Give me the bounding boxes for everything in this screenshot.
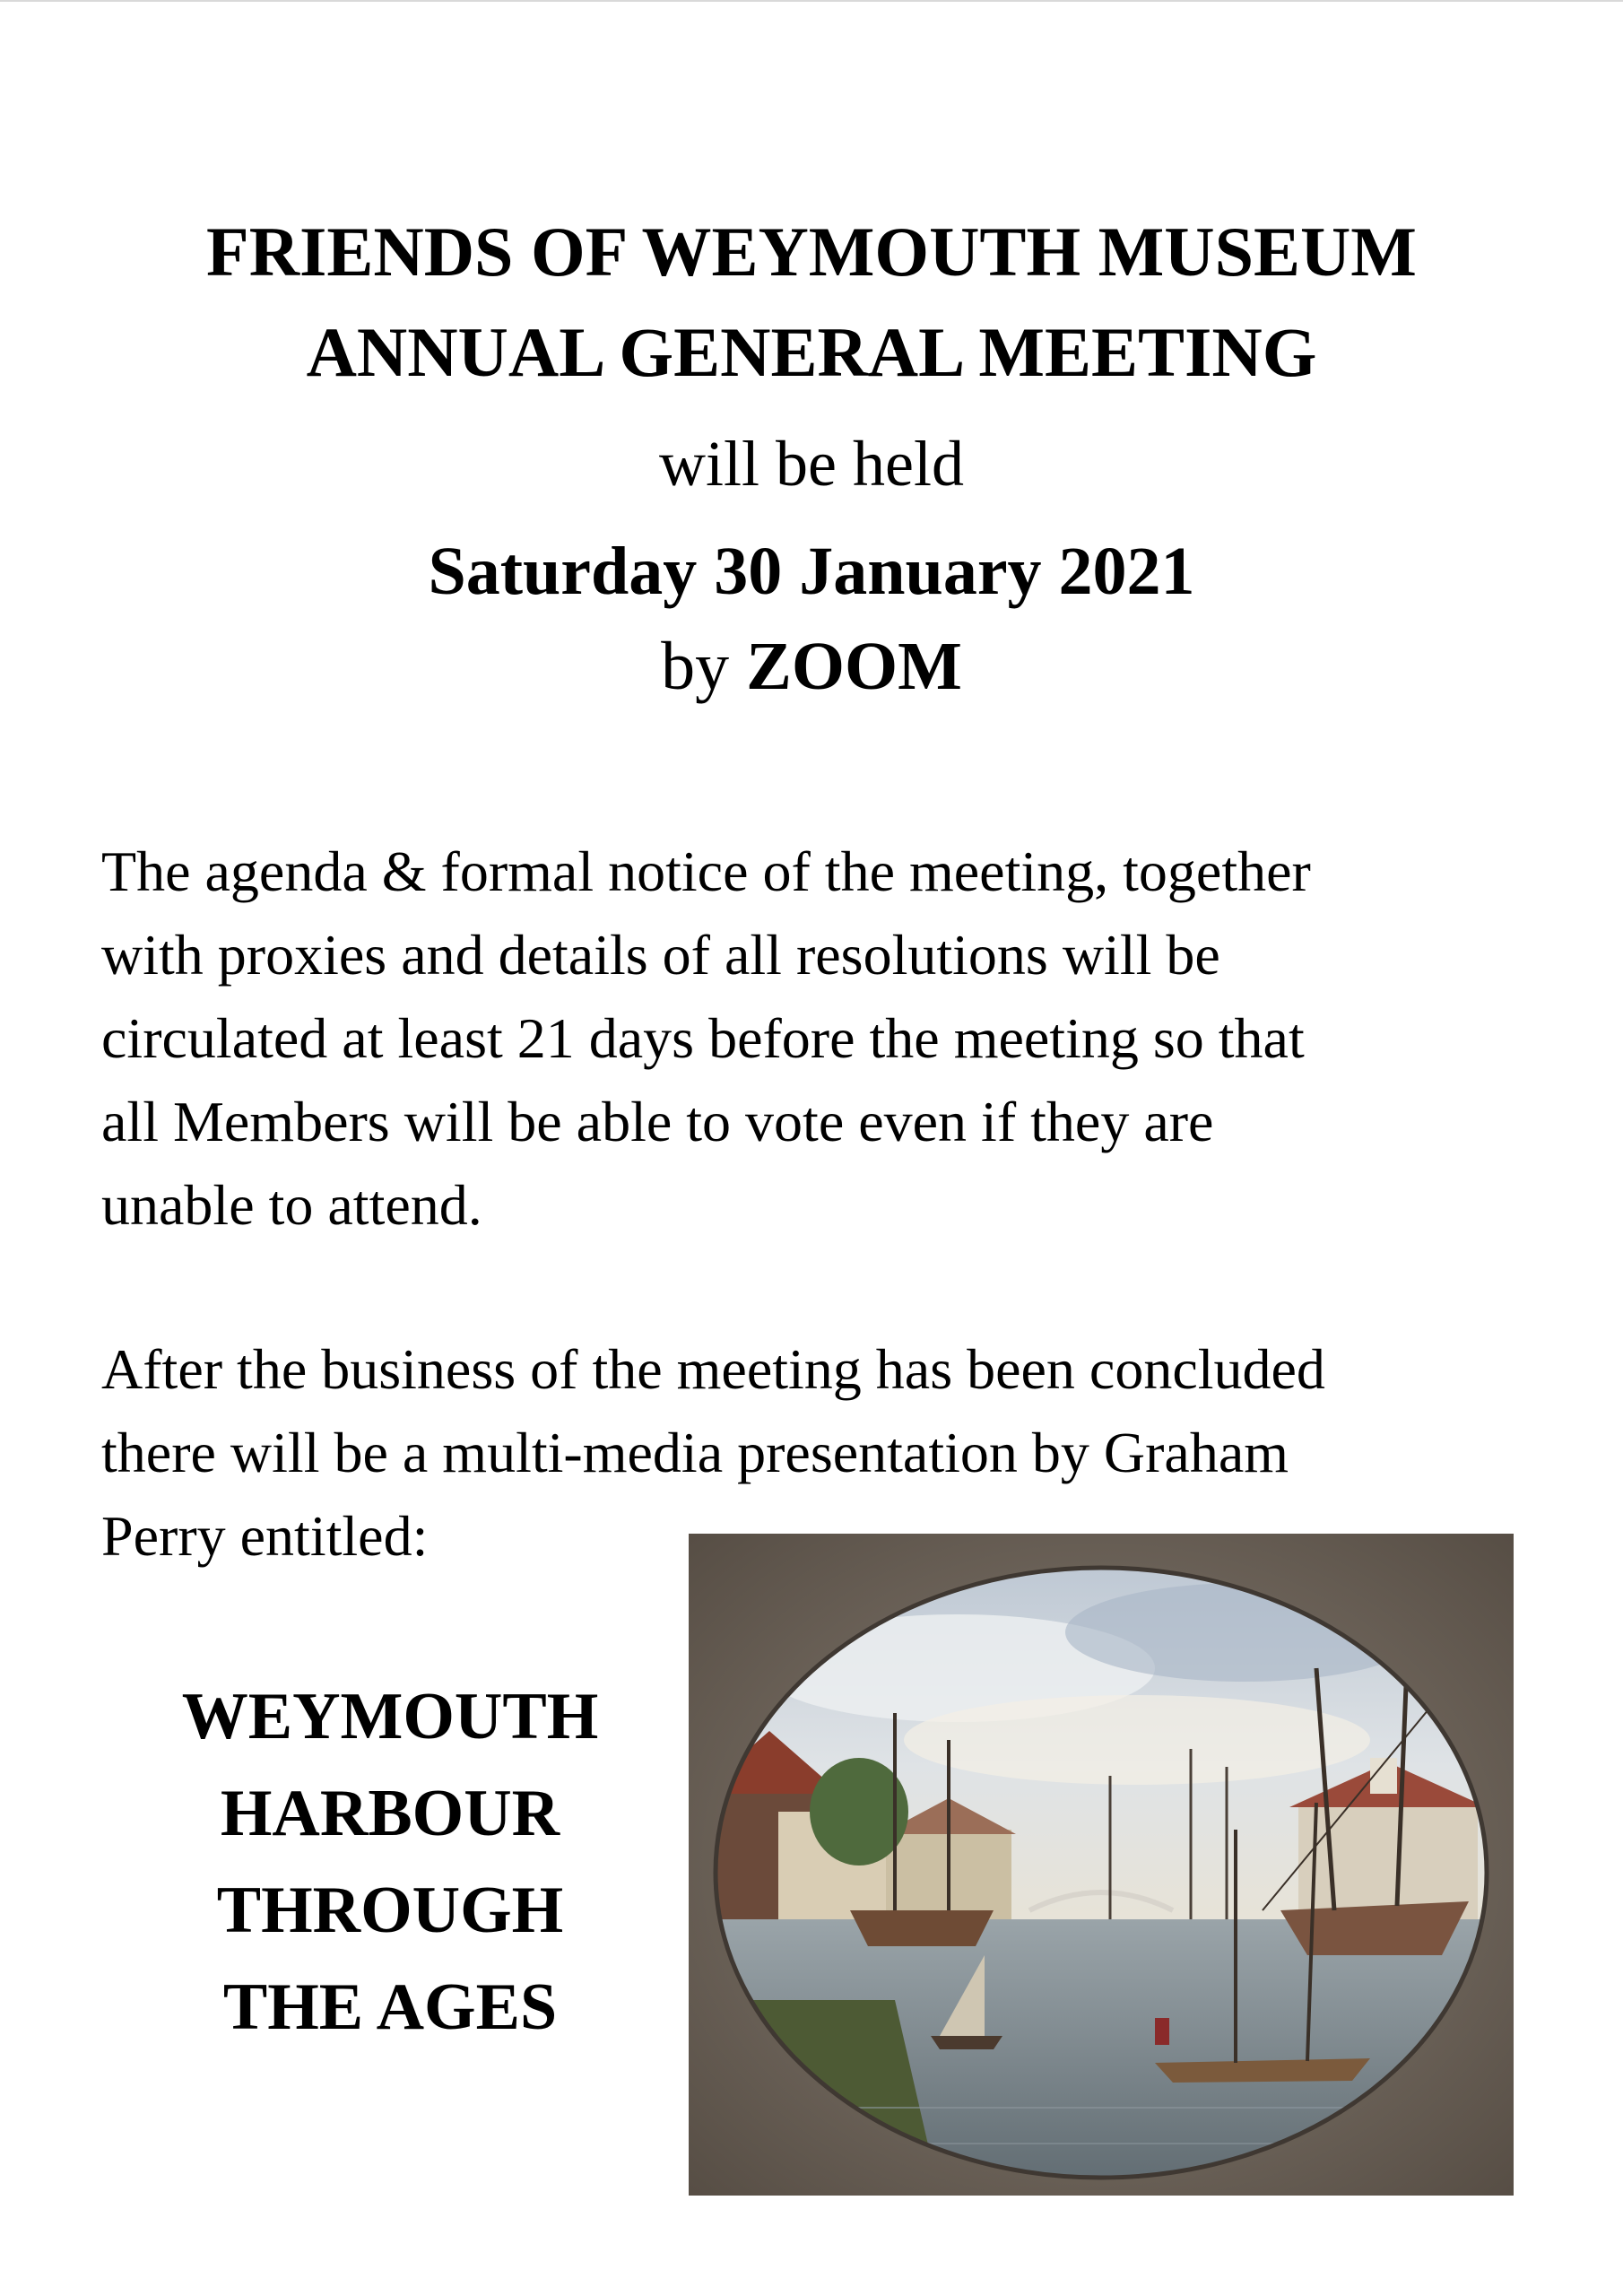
top-border-line xyxy=(0,0,1623,2)
paragraph-line: The agenda & formal notice of the meeting, together xyxy=(101,839,1311,903)
presentation-title-line: HARBOUR xyxy=(220,1777,560,1850)
platform-name: ZOOM xyxy=(746,629,962,704)
paragraph-line: there will be a multi-media presentation by Graham xyxy=(101,1421,1289,1484)
paragraph-line: unable to attend. xyxy=(101,1173,482,1237)
notice-header xyxy=(0,202,1623,711)
paragraph-line: with proxies and details of all resolutions will be xyxy=(101,923,1220,987)
paragraph-line: After the business of the meeting has been concluded xyxy=(101,1337,1325,1401)
organisation-title: FRIENDS OF WEYMOUTH MUSEUM xyxy=(206,213,1417,291)
held-text: will be held xyxy=(659,428,964,500)
paragraph-line: Perry entitled: xyxy=(101,1504,429,1568)
meeting-date: Saturday 30 January 2021 xyxy=(428,534,1195,609)
presentation-title-line: THROUGH xyxy=(216,1874,564,1947)
platform-prefix: by xyxy=(661,629,730,704)
meeting-platform xyxy=(0,622,1623,711)
paragraph-line: circulated at least 21 days before the meeting so that xyxy=(101,1006,1305,1070)
agenda-paragraph xyxy=(101,830,1536,1247)
presentation-title-line: THE AGES xyxy=(222,1970,558,2044)
presentation-title-line: WEYMOUTH xyxy=(181,1680,599,1753)
presentation-title xyxy=(99,1668,681,2056)
event-title: ANNUAL GENERAL MEETING xyxy=(306,313,1317,391)
paragraph-line: all Members will be able to vote even if they are xyxy=(101,1090,1214,1153)
harbour-engraving-image xyxy=(689,1534,1514,2196)
